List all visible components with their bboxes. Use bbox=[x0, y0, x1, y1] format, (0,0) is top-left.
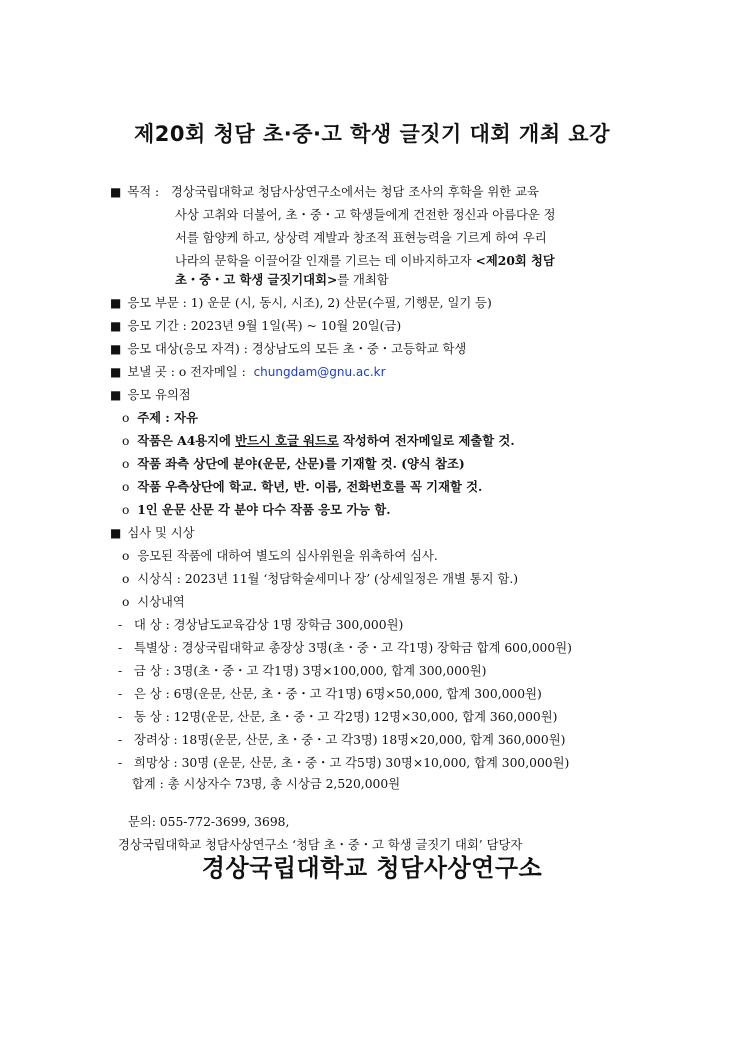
categories-text: 응모 부문 : 1) 운문 (시, 동시, 시조), 2) 산문(수필, 기행문, 일기 등) bbox=[127, 296, 492, 310]
purpose-text-4: 나라의 문학을 이끌어갈 인재를 기르는 데 이바지하고자 bbox=[175, 254, 476, 268]
notes-item-4 bbox=[122, 479, 482, 495]
dash-bullet-icon: - bbox=[118, 756, 123, 770]
circle-bullet-icon: o bbox=[122, 411, 130, 425]
submission-label: 보낼 곳 : o 전자메일 : bbox=[127, 365, 250, 379]
award-text: 장려상 : 18명(운문, 산문, 초・중・고 각3명) 18명×20,000, 합계 360,000원) bbox=[134, 733, 566, 747]
award-text: 금 상 : 3명(초・중・고 각1명) 3명×100,000, 합계 300,000원) bbox=[134, 664, 487, 678]
notes-item-5-text: 1인 운문 산문 각 분야 다수 작품 응모 가능 함. bbox=[137, 502, 391, 517]
dash-bullet-icon: - bbox=[118, 664, 123, 678]
purpose-text-1: 경상국립대학교 청담사상연구소에서는 청담 조사의 후학을 위한 교육 bbox=[170, 185, 539, 199]
judging-item-1-text: 응모된 작품에 대하여 별도의 심사위원을 위촉하여 심사. bbox=[137, 549, 438, 563]
circle-bullet-icon: o bbox=[122, 457, 130, 471]
notes-item-3 bbox=[122, 456, 465, 472]
notes-item-2-text-c: 작성하여 전자메일로 제출할 것. bbox=[338, 433, 515, 448]
notes-heading-line bbox=[110, 387, 191, 403]
dash-bullet-icon: - bbox=[118, 618, 123, 632]
judging-item-2 bbox=[122, 571, 518, 587]
square-bullet-icon: ■ bbox=[110, 185, 122, 199]
circle-bullet-icon: o bbox=[122, 572, 130, 586]
square-bullet-icon: ■ bbox=[110, 319, 122, 333]
award-row bbox=[118, 617, 403, 633]
circle-bullet-icon: o bbox=[122, 549, 130, 563]
notes-heading: 응모 유의점 bbox=[127, 388, 191, 402]
eligibility-line bbox=[110, 341, 466, 357]
dash-bullet-icon: - bbox=[118, 710, 123, 724]
circle-bullet-icon: o bbox=[122, 595, 130, 609]
notes-item-5 bbox=[122, 502, 391, 518]
circle-bullet-icon: o bbox=[122, 480, 130, 494]
award-text: 동 상 : 12명(운문, 산문, 초・중・고 각2명) 12명×30,000, 합계 360,000원) bbox=[134, 710, 558, 724]
award-text: 희망상 : 30명 (운문, 산문, 초・중・고 각5명) 30명×10,000, 합계 300,000원) bbox=[134, 756, 570, 770]
judging-item-2-text: 시상식 : 2023년 11월 ‘청담학술세미나 장’ (상세일정은 개별 통지 함.) bbox=[137, 572, 519, 586]
square-bullet-icon: ■ bbox=[110, 526, 122, 540]
award-text: 특별상 : 경상국립대학교 총장상 3명(초・중・고 각1명) 장학금 합계 600,000원) bbox=[134, 641, 572, 655]
purpose-line-5 bbox=[175, 272, 389, 288]
judging-item-3-text: 시상내역 bbox=[137, 595, 185, 609]
contact-phone: 문의: 055-772-3699, 3698, bbox=[128, 815, 290, 829]
eligibility-text: 응모 대상(응모 자격) : 경상남도의 모든 초・중・고등학교 학생 bbox=[127, 342, 467, 356]
notes-item-3-text: 작품 좌측 상단에 분야(운문, 산문)를 기재할 것. (양식 참조) bbox=[137, 456, 465, 471]
dash-bullet-icon: - bbox=[118, 641, 123, 655]
purpose-label: 목적 : bbox=[127, 185, 160, 199]
notes-item-1-text: 주제 : 자유 bbox=[137, 410, 198, 425]
award-total: 합계 : 총 시상자수 73명, 총 시상금 2,520,000원 bbox=[132, 777, 401, 791]
award-text: 은 상 : 6명(운문, 산문, 초・중・고 각1명) 6명×50,000, 합계 300,000원) bbox=[134, 687, 542, 701]
square-bullet-icon: ■ bbox=[110, 388, 122, 402]
award-row bbox=[118, 732, 565, 748]
award-row bbox=[118, 755, 569, 771]
circle-bullet-icon: o bbox=[122, 503, 130, 517]
period-text: 응모 기간 : 2023년 9월 1일(목) ~ 10월 20일(금) bbox=[127, 319, 402, 333]
period-line bbox=[110, 318, 401, 334]
submission-line bbox=[110, 364, 386, 380]
email-link[interactable]: chungdam@gnu.ac.kr bbox=[253, 365, 386, 379]
purpose-event-name-a: <제20회 청담 bbox=[475, 253, 555, 268]
notes-item-2 bbox=[122, 433, 515, 449]
notes-item-4-text: 작품 우측상단에 학교. 학년, 반. 이름, 전화번호를 꼭 기재할 것. bbox=[137, 479, 483, 494]
notes-item-2-text-a: 작품은 A4용지에 bbox=[137, 433, 236, 448]
purpose-line-2: 사상 고취와 더불어, 초・중・고 학생들에게 건전한 정신과 아름다운 정 bbox=[175, 208, 556, 222]
judging-heading: 심사 및 시상 bbox=[127, 526, 195, 540]
purpose-text-5: 를 개최함 bbox=[337, 273, 389, 287]
judging-item-1 bbox=[122, 548, 438, 564]
square-bullet-icon: ■ bbox=[110, 296, 122, 310]
square-bullet-icon: ■ bbox=[110, 365, 122, 379]
purpose-line-3: 서를 함양케 하고, 상상력 계발과 창조적 표현능력을 기르게 하여 우리 bbox=[175, 231, 547, 245]
award-row bbox=[118, 663, 486, 679]
award-text: 대 상 : 경상남도교육감상 1명 장학금 300,000원) bbox=[134, 618, 404, 632]
purpose-line-4 bbox=[175, 253, 555, 269]
purpose-event-name-b: 초・중・고 학생 글짓기대회> bbox=[175, 272, 338, 287]
judging-item-3 bbox=[122, 594, 185, 610]
square-bullet-icon: ■ bbox=[110, 342, 122, 356]
categories-line bbox=[110, 295, 492, 311]
dash-bullet-icon: - bbox=[118, 687, 123, 701]
award-row bbox=[118, 709, 557, 725]
award-row bbox=[118, 640, 572, 656]
purpose-line-1 bbox=[110, 184, 539, 200]
dash-bullet-icon: - bbox=[118, 733, 123, 747]
document-title: 제20회 청담 초·중·고 학생 글짓기 대회 개최 요강 bbox=[133, 122, 610, 146]
notes-item-1 bbox=[122, 410, 198, 426]
award-row bbox=[118, 686, 542, 702]
notes-item-2-text-b: 반드시 호글 워드로 bbox=[235, 433, 339, 448]
organization-footer: 경상국립대학교 청담사상연구소 bbox=[201, 853, 543, 882]
circle-bullet-icon: o bbox=[122, 434, 130, 448]
judging-heading-line bbox=[110, 525, 195, 541]
contact-department: 경상국립대학교 청담사상연구소 ‘청담 초・중・고 학생 글짓기 대회’ 담당자 bbox=[118, 838, 523, 852]
